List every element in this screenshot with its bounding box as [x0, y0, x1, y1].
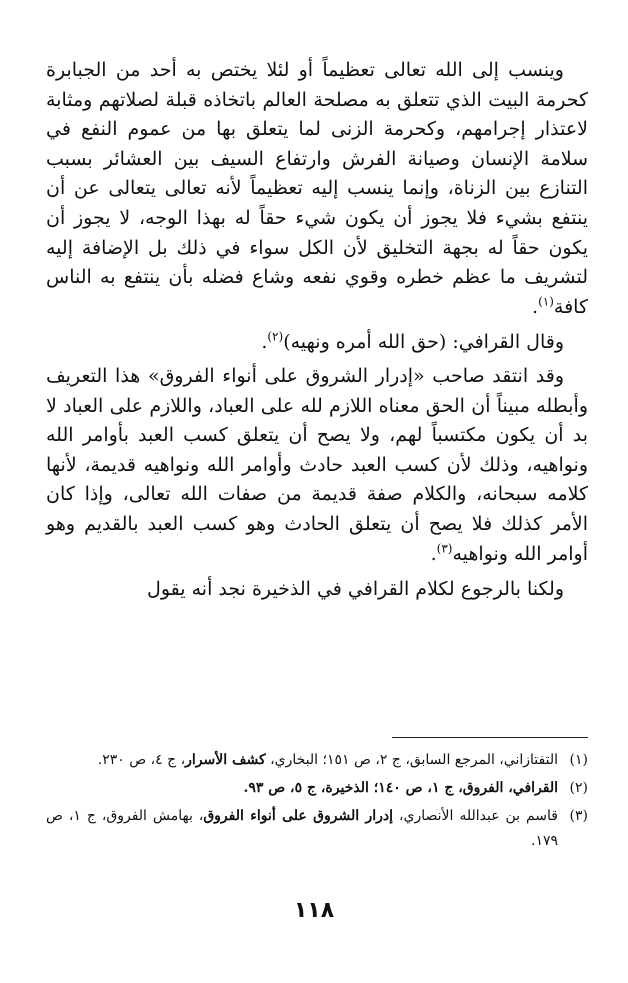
main-text-block	[46, 56, 588, 611]
footnote-number: (٣)	[569, 808, 588, 824]
footnote-text	[46, 776, 558, 801]
footnote-number: (٢)	[569, 780, 588, 796]
paragraph-1	[46, 56, 588, 322]
footnote-citation: ، ج ١، ص ١٤٠؛	[368, 780, 463, 796]
paragraph-3-end: .	[430, 542, 437, 565]
footnote-source: القرافي،	[503, 780, 558, 796]
footnote-citation: ، ج ٤، ص ٢٣٠.	[97, 752, 186, 768]
footnote-2	[46, 776, 588, 801]
footnote-book-title: كشف الأسرار	[185, 752, 266, 768]
footnote-3	[46, 804, 588, 854]
paragraph-2-end: .	[261, 331, 268, 354]
footnote-book-title: الفروق	[462, 780, 504, 796]
footnote-book-title-2: الذخيرة	[325, 780, 369, 796]
paragraph-3	[46, 362, 588, 569]
page-number: ١١٨	[293, 898, 335, 923]
paragraph-3-text: وقد انتقد صاحب «إدرار الشروق على أنواء الفروق» هذا التعريف وأبطله مبيناً أن الحق معناه اللازم لله على العباد، واللازم على العباد لا بد أن يكون مكتسباً لهم، ولا يصح أن يتعلق كسب العبد بأوامر الله ونواهيه، وذلك لأن كسب العبد حادث وأوامر الله ونواهيه قديمة، لأنها كلامه سبحانه، والكلام صفة قديمة من صفات الله تعالى، وإذا كان الأمر كذلك فلا يصح أن يتعلق الحادث وهو كسب العبد بالقديم وهو أوامر الله ونواهيه	[46, 364, 588, 565]
footnote-source: التفتازاني، المرجع السابق، ج ٢، ص ١٥١؛ البخاري،	[265, 752, 558, 768]
paragraph-4-text: ولكنا بالرجوع لكلام القرافي في الذخيرة نجد أنه يقول	[147, 578, 564, 601]
footnote-number: (١)	[569, 752, 588, 768]
footnotes	[46, 748, 588, 857]
footnote-text	[46, 748, 558, 773]
footnote-citation: ، بهامش الفروق، ج ١، ص ١٧٩.	[46, 808, 558, 849]
footnote-text	[46, 804, 558, 854]
paragraph-4	[46, 575, 588, 605]
footnote-source: قاسم بن عبدالله الأنصاري،	[393, 808, 558, 824]
paragraph-2-text: وقال القرافي: (حق الله أمره ونهيه)	[283, 331, 564, 354]
paragraph-2	[46, 328, 588, 358]
footnote-citation-end: ، ج ٥، ص ٩٣.	[243, 780, 326, 796]
footnote-separator	[392, 737, 588, 738]
footnote-1	[46, 748, 588, 773]
footnote-ref-1: (١)	[538, 294, 554, 309]
footnote-ref-3: (٣)	[436, 541, 453, 556]
paragraph-1-text: وينسب إلى الله تعالى تعظيماً أو لئلا يختص به أحد من الجبابرة كحرمة البيت الذي تتعلق به مصلحة العالم باتخاذه قبلة لصلاتهم ومثابة لاعتذار إجرامهم، وكحرمة الزنى لما يتعلق بها من عموم النفع في سلامة الإنسان وصيانة الفرش وارتفاع السيف بين العشائر بسبب التنازع بين الزناة، وإنما ينسب إليه تعظيماً لأنه تعالى يتعالى عن أن ينتفع بشيء فلا يجوز أن يكون شيء حقاً له بهذا الوجه، لا يجوز أن يكون حقاً له بجهة التخليق لأن الكل سواء في ذلك بل الإضافة إليه لتشريف ما عظم خطره وقوي نفعه وشاع فضله بأن ينتفع به الناس كافة	[46, 59, 588, 318]
footnote-book-title: إدرار الشروق على أنواء الفروق	[203, 808, 394, 824]
footnote-ref-2: (٢)	[267, 330, 284, 345]
paragraph-1-end: .	[532, 295, 539, 318]
